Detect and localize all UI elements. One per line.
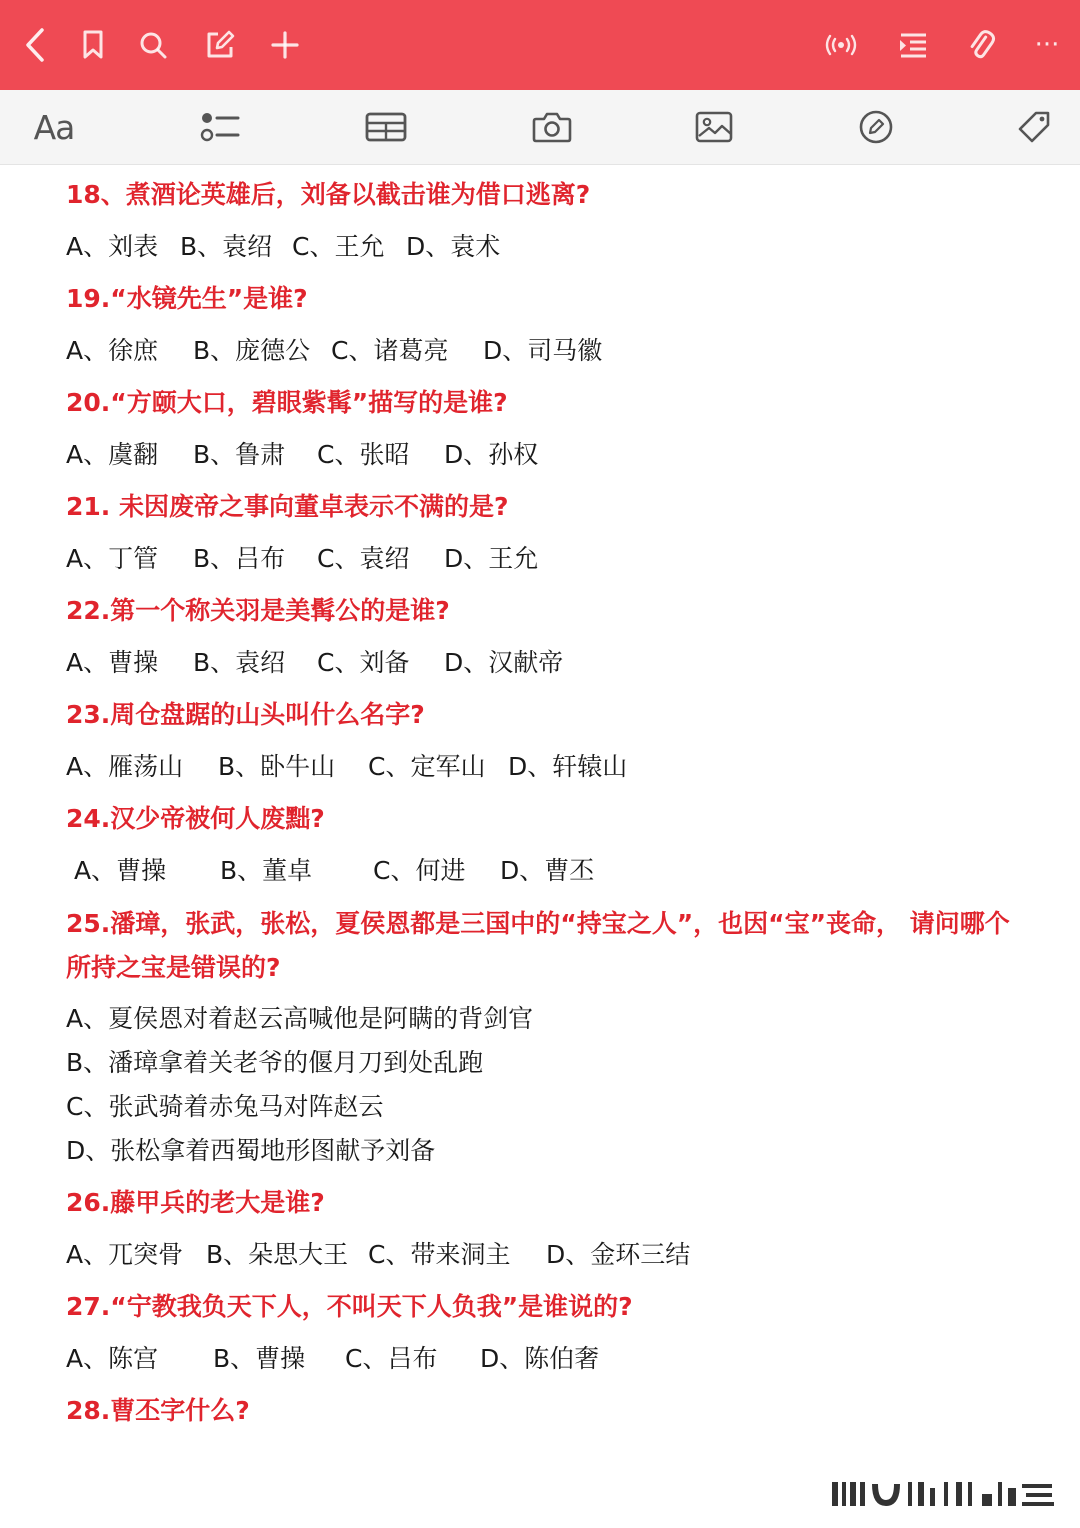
options-19	[66, 336, 602, 366]
option-c: C、定军山	[368, 752, 486, 781]
option-c: C、吕布	[345, 1344, 438, 1373]
edit-icon[interactable]	[197, 22, 243, 68]
camera-icon[interactable]	[528, 103, 576, 151]
options-23	[66, 752, 627, 782]
tag-icon[interactable]	[1010, 103, 1058, 151]
back-icon[interactable]	[12, 22, 58, 68]
option-a: A、兀突骨	[66, 1240, 184, 1269]
option-d: D、张松拿着西蜀地形图献予刘备	[66, 1136, 436, 1165]
question-27: 27.“宁教我负天下人，不叫天下人负我”是谁说的?	[66, 1292, 633, 1321]
option-c: C、刘备	[317, 648, 410, 677]
option-b: B、袁绍	[180, 232, 273, 261]
option-d: D、金环三结	[546, 1240, 691, 1269]
watermark-logo	[832, 1478, 1058, 1508]
options-26	[66, 1240, 690, 1270]
question-19: 19.“水镜先生”是谁?	[66, 284, 308, 313]
option-a: A、刘表	[66, 232, 159, 261]
paperclip-icon[interactable]	[958, 22, 1004, 68]
font-format-button[interactable]	[30, 103, 78, 151]
options-21	[66, 544, 538, 574]
option-c: C、何进	[373, 856, 466, 885]
plus-icon[interactable]	[262, 22, 308, 68]
pen-circle-icon[interactable]	[852, 103, 900, 151]
checklist-icon[interactable]	[196, 103, 244, 151]
image-icon[interactable]	[690, 103, 738, 151]
question-28: 28.曹丕字什么?	[66, 1396, 250, 1425]
option-a: A、徐庶	[66, 336, 159, 365]
options-20	[66, 440, 538, 470]
option-a: A、夏侯恩对着赵云高喊他是阿瞒的背剑官	[66, 1004, 534, 1033]
option-d: D、曹丕	[500, 856, 595, 885]
options-27	[66, 1344, 599, 1374]
table-icon[interactable]	[362, 103, 410, 151]
more-icon[interactable]: ···	[1034, 30, 1060, 60]
option-b: B、袁绍	[193, 648, 286, 677]
option-a: A、虞翻	[66, 440, 159, 469]
options-22	[66, 648, 563, 678]
question-21: 21. 未因废帝之事向董卓表示不满的是?	[66, 492, 509, 521]
option-b: B、曹操	[213, 1344, 306, 1373]
option-c: C、王允	[292, 232, 385, 261]
question-24: 24.汉少帝被何人废黜?	[66, 804, 325, 833]
options-24	[74, 856, 594, 886]
option-d: D、王允	[444, 544, 539, 573]
options-18	[66, 232, 500, 262]
option-b: B、鲁肃	[193, 440, 286, 469]
option-d: D、轩辕山	[508, 752, 628, 781]
list-indent-icon[interactable]	[890, 22, 936, 68]
option-c: C、张昭	[317, 440, 410, 469]
bookmark-icon[interactable]	[70, 22, 116, 68]
option-b: B、朵思大王	[206, 1240, 349, 1269]
option-a: A、雁荡山	[66, 752, 184, 781]
question-20: 20.“方颐大口，碧眼紫髯”描写的是谁?	[66, 388, 508, 417]
option-c: C、诸葛亮	[331, 336, 449, 365]
editor-toolbar	[0, 90, 1080, 165]
option-b: B、董卓	[220, 856, 313, 885]
option-d: D、汉献帝	[444, 648, 564, 677]
question-22: 22.第一个称关羽是美髯公的是谁?	[66, 596, 450, 625]
option-d: D、司马徽	[483, 336, 603, 365]
app-top-bar	[0, 0, 1080, 90]
option-d: D、孙权	[444, 440, 539, 469]
option-c: C、袁绍	[317, 544, 410, 573]
option-b: B、潘璋拿着关老爷的偃月刀到处乱跑	[66, 1048, 484, 1077]
option-a: A、丁管	[66, 544, 159, 573]
search-icon[interactable]	[130, 22, 176, 68]
font-format-label: Aa	[33, 107, 75, 147]
question-25: 25.潘璋，张武，张松，夏侯恩都是三国中的“持宝之人”，也因“宝”丧命， 请问哪个所持之宝是错误的?	[66, 909, 1010, 982]
question-18: 18、煮酒论英雄后，刘备以截击谁为借口逃离?	[66, 180, 591, 209]
option-c: C、带来洞主	[368, 1240, 511, 1269]
option-b: B、卧牛山	[218, 752, 336, 781]
question-23: 23.周仓盘踞的山头叫什么名字?	[66, 700, 425, 729]
option-d: D、袁术	[406, 232, 501, 261]
option-b: B、吕布	[193, 544, 286, 573]
option-d: D、陈伯奢	[480, 1344, 600, 1373]
option-b: B、庞德公	[193, 336, 311, 365]
option-a: A、陈宫	[66, 1344, 159, 1373]
option-a: A、曹操	[66, 648, 159, 677]
option-a: A、曹操	[74, 856, 167, 885]
broadcast-icon[interactable]	[818, 22, 864, 68]
option-c: C、张武骑着赤兔马对阵赵云	[66, 1092, 384, 1121]
question-26: 26.藤甲兵的老大是谁?	[66, 1188, 325, 1217]
